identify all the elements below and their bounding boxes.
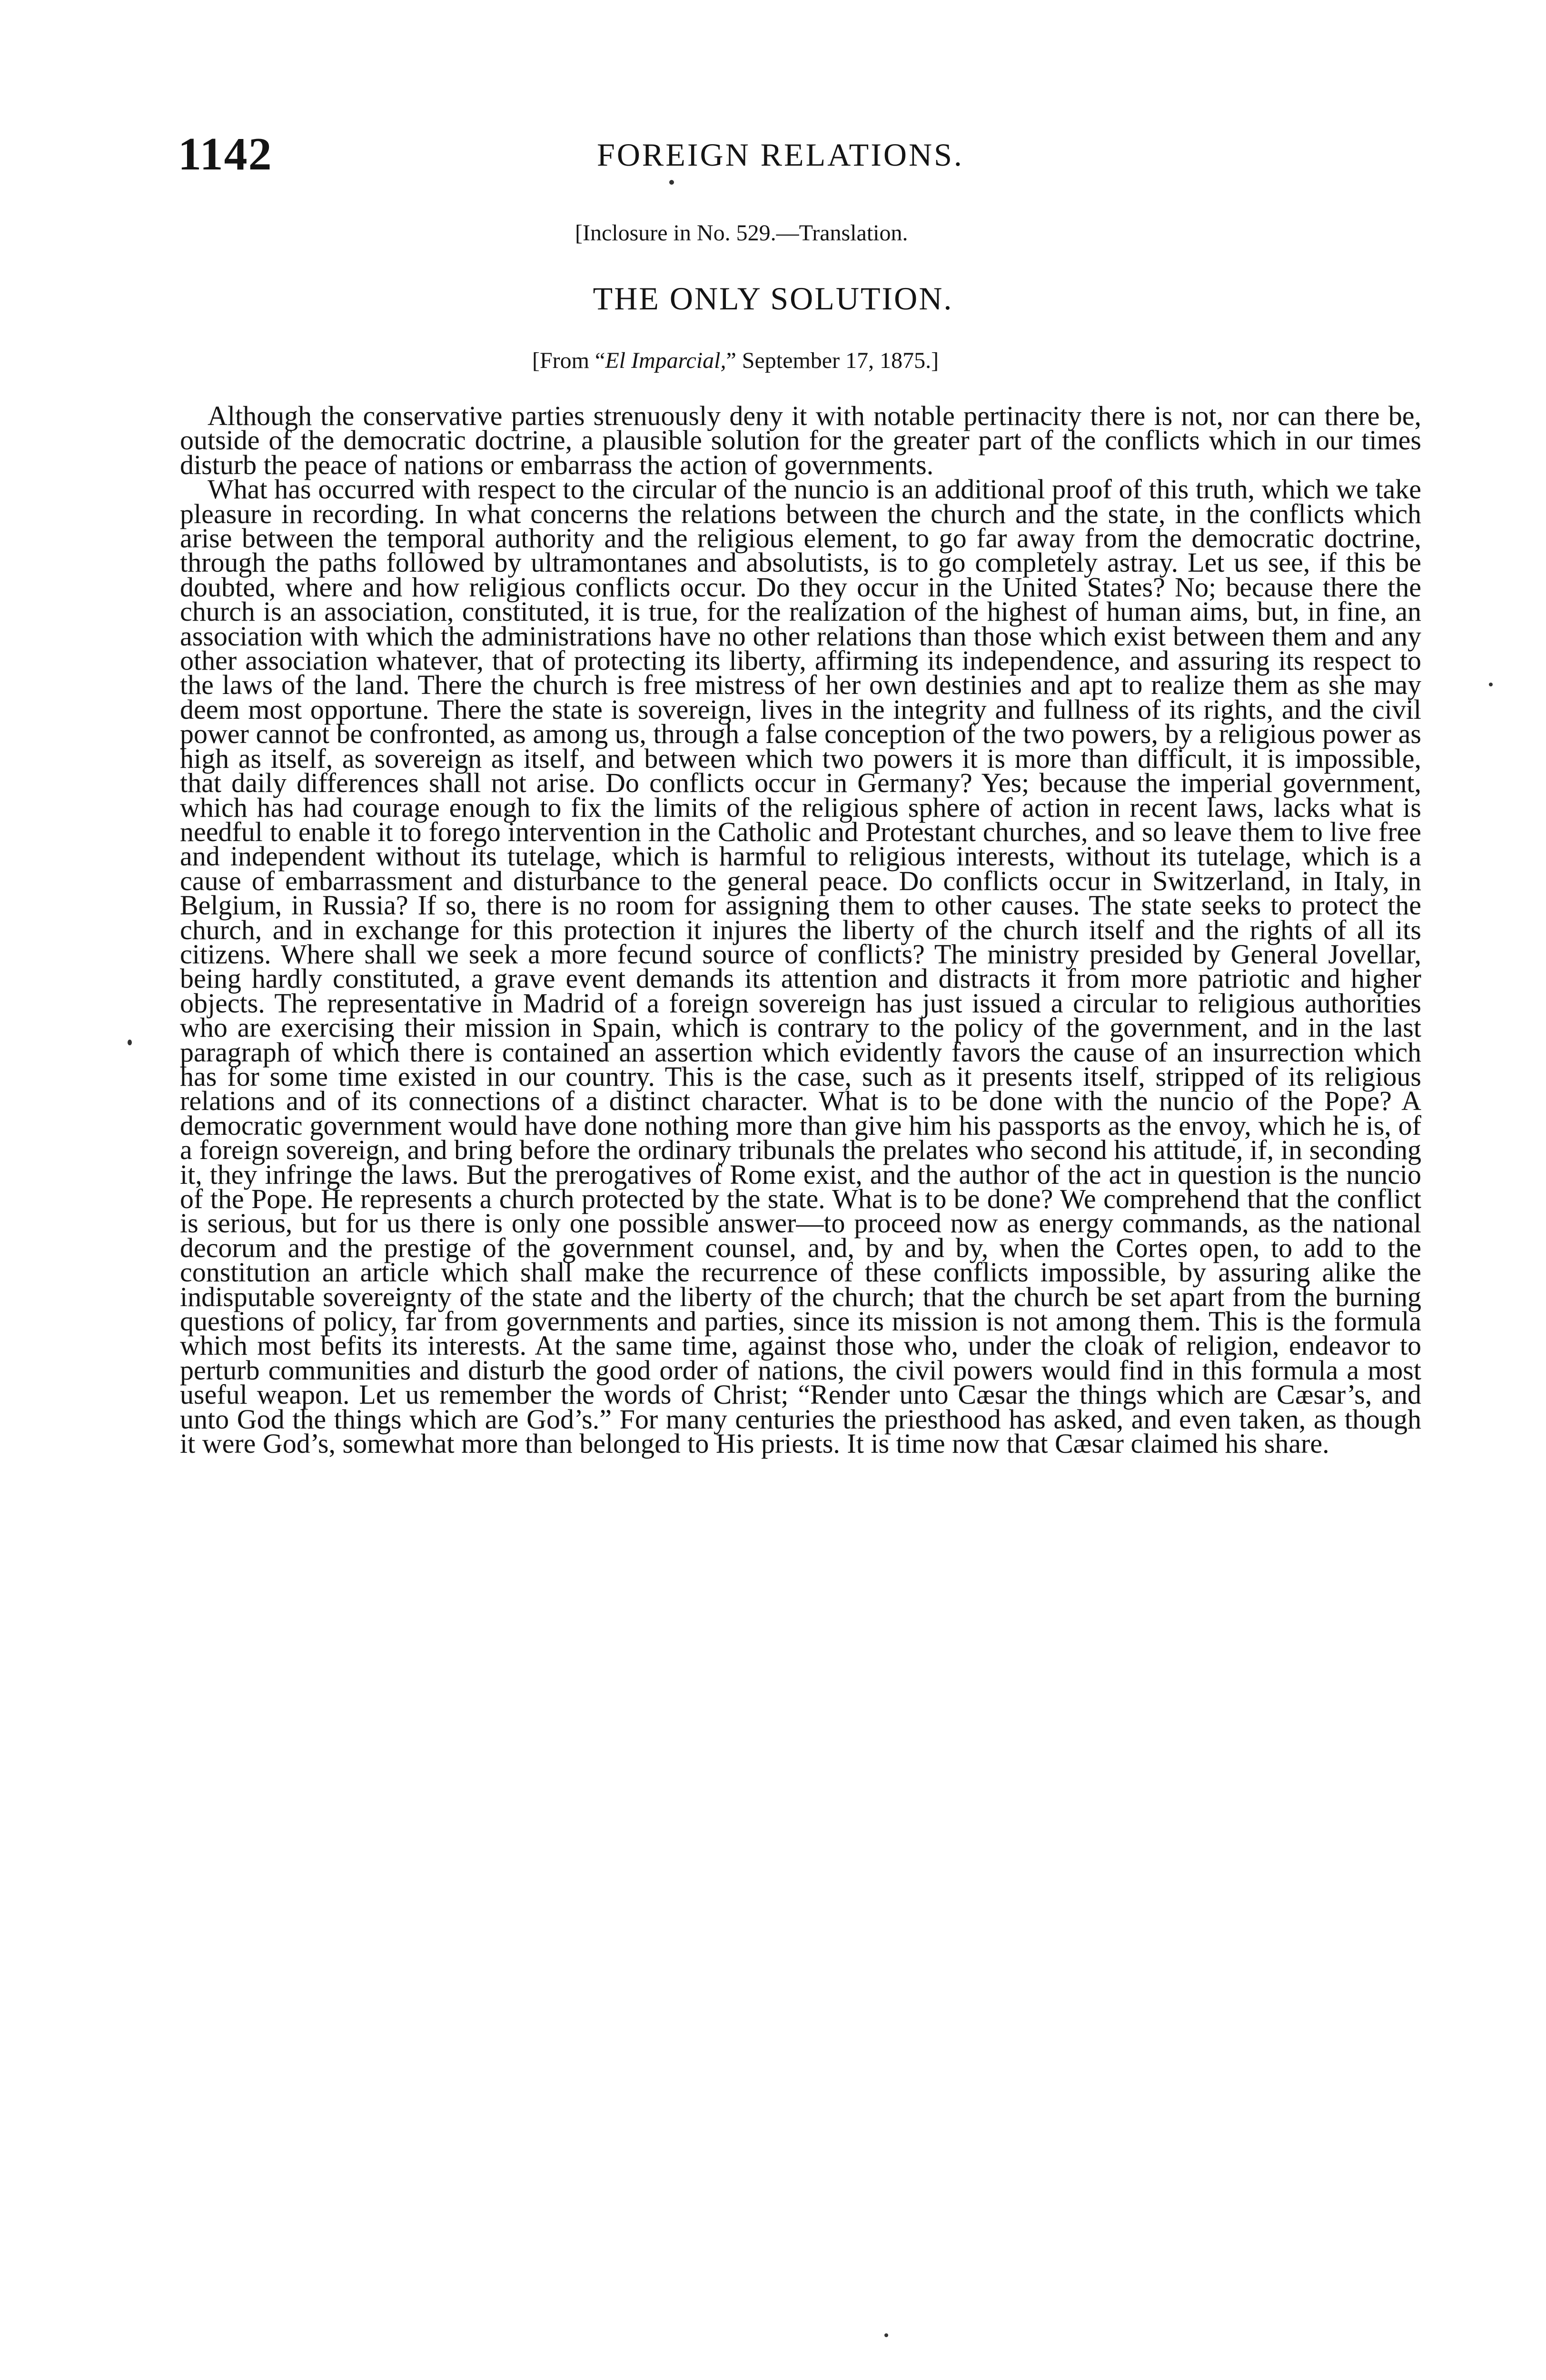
- source-prefix: [From “: [532, 348, 605, 373]
- source-suffix: ” September 17, 1875.]: [726, 348, 939, 373]
- page-number: 1142: [178, 129, 273, 180]
- print-speck: [1489, 683, 1493, 686]
- article-body: [180, 400, 1421, 1459]
- page-header: [178, 128, 1425, 185]
- paragraph-1: Although the conservative parties strenuously deny it with notable pertinacity there is not, nor can there be, outside of the democratic doctrine, a plausible solution for the greater part of the conflicts which in our times disturb the peace of nations or embarrass the action of governments.: [180, 400, 1421, 480]
- print-speck: [128, 1040, 132, 1045]
- source-line: [532, 347, 939, 374]
- print-speck: [884, 2333, 888, 2337]
- running-head: FOREIGN RELATIONS.: [597, 137, 964, 173]
- inclosure-note: [Inclosure in No. 529.—Translation.: [575, 220, 908, 246]
- paragraph-2: What has occurred with respect to the circular of the nuncio is an additional proof of this truth, which we take pleasure in recording. In what concerns the relations between the church and the state, in the conflicts which arise between the temporal authority and the religious element, to go far away from the democratic doctrine, through the paths followed by ultramontanes and absolutists, is to go completely astray. Let us see, if this be doubted, where and how religious conflicts occur. Do they occur in the United States? No; because there the church is an association, constituted, it is true, for the realization of the highest of human aims, but, in fine, an association with which the administrations have no other relations than those which exist between them and any other association whatever, that of protecting its liberty, affirming its independence, and assuring its respect to the laws of the land. There the church is free mistress of her own destinies and apt to realize them as she may deem most opportune. There the state is sovereign, lives in the integrity and fullness of its rights, and the civil power cannot be confronted, as among us, through a false conception of the two powers, by a religious power as high as itself, as sovereign as itself, and between which two powers it is more than difficult, it is impossible, that daily differences shall not arise. Do conflicts occur in Germany? Yes; because the imperial government, which has had courage enough to fix the limits of the religious sphere of action in recent laws, lacks what is needful to enable it to forego intervention in the Catholic and Protestant churches, and so leave them to live free and independent without its tutelage, which is harmful to religious interests, without its tutelage, which is a cause of embarrassment and disturbance to the general peace. Do conflicts occur in Switzerland, in Italy, in Belgium, in Russia? If so, there is no room for assigning them to other causes. The state seeks to protect the church, and in exchange for this protection it injures the liberty of the church itself and the rights of all its citizens. Where shall we seek a more fecund source of conflicts? The ministry presided by General Jovellar, being hardly constituted, a grave event demands its attention and distracts it from more patriotic and higher objects. The representative in Madrid of a foreign sovereign has just issued a circular to religious authorities who are exercising their mission in Spain, which is contrary to the policy of the government, and in the last paragraph of which there is contained an assertion which evidently favors the cause of an insurrection which has for some time existed in our country. This is the case, such as it presents itself, stripped of its religious relations and of its connections of a distinct character. What is to be done with the nuncio of the Pope? A democratic government would have done nothing more than give him his passports as the envoy, which he is, of a foreign sovereign, and bring before the ordinary tribunals the prelates who second his attitude, if, in seconding it, they infringe the laws. But the prerogatives of Rome exist, and the author of the act in question is the nuncio of the Pope. He represents a church protected by the state. What is to be done? We comprehend that the conflict is serious, but for us there is only one possible answer—to proceed now as energy commands, as the national decorum and the prestige of the government counsel, and, by and by, when the Cortes open, to add to the constitution an article which shall make the recurrence of these conflicts impossible, by assuring alike the indisputable sovereignty of the state and the liberty of the church; that the church be set apart from the burning questions of policy, far from governments and parties, since its mission is not among them. This is the formula which most befits its interests. At the same time, against those who, under the cloak of religion, endeavor to perturb communities and disturb the good order of nations, the civil powers would find in this formula a most useful weapon. Let us remember the words of Christ; “Render unto Cæsar the things which are Cæsar’s, and unto God the things which are God’s.” For many centuries the priesthood has asked, and even taken, as though it were God’s, somewhat more than belonged to His priests. It is time now that Cæsar claimed his share.: [180, 474, 1421, 1459]
- article-title: THE ONLY SOLUTION.: [593, 280, 953, 317]
- print-speck: [669, 180, 674, 185]
- source-publication: El Imparcial,: [605, 348, 726, 373]
